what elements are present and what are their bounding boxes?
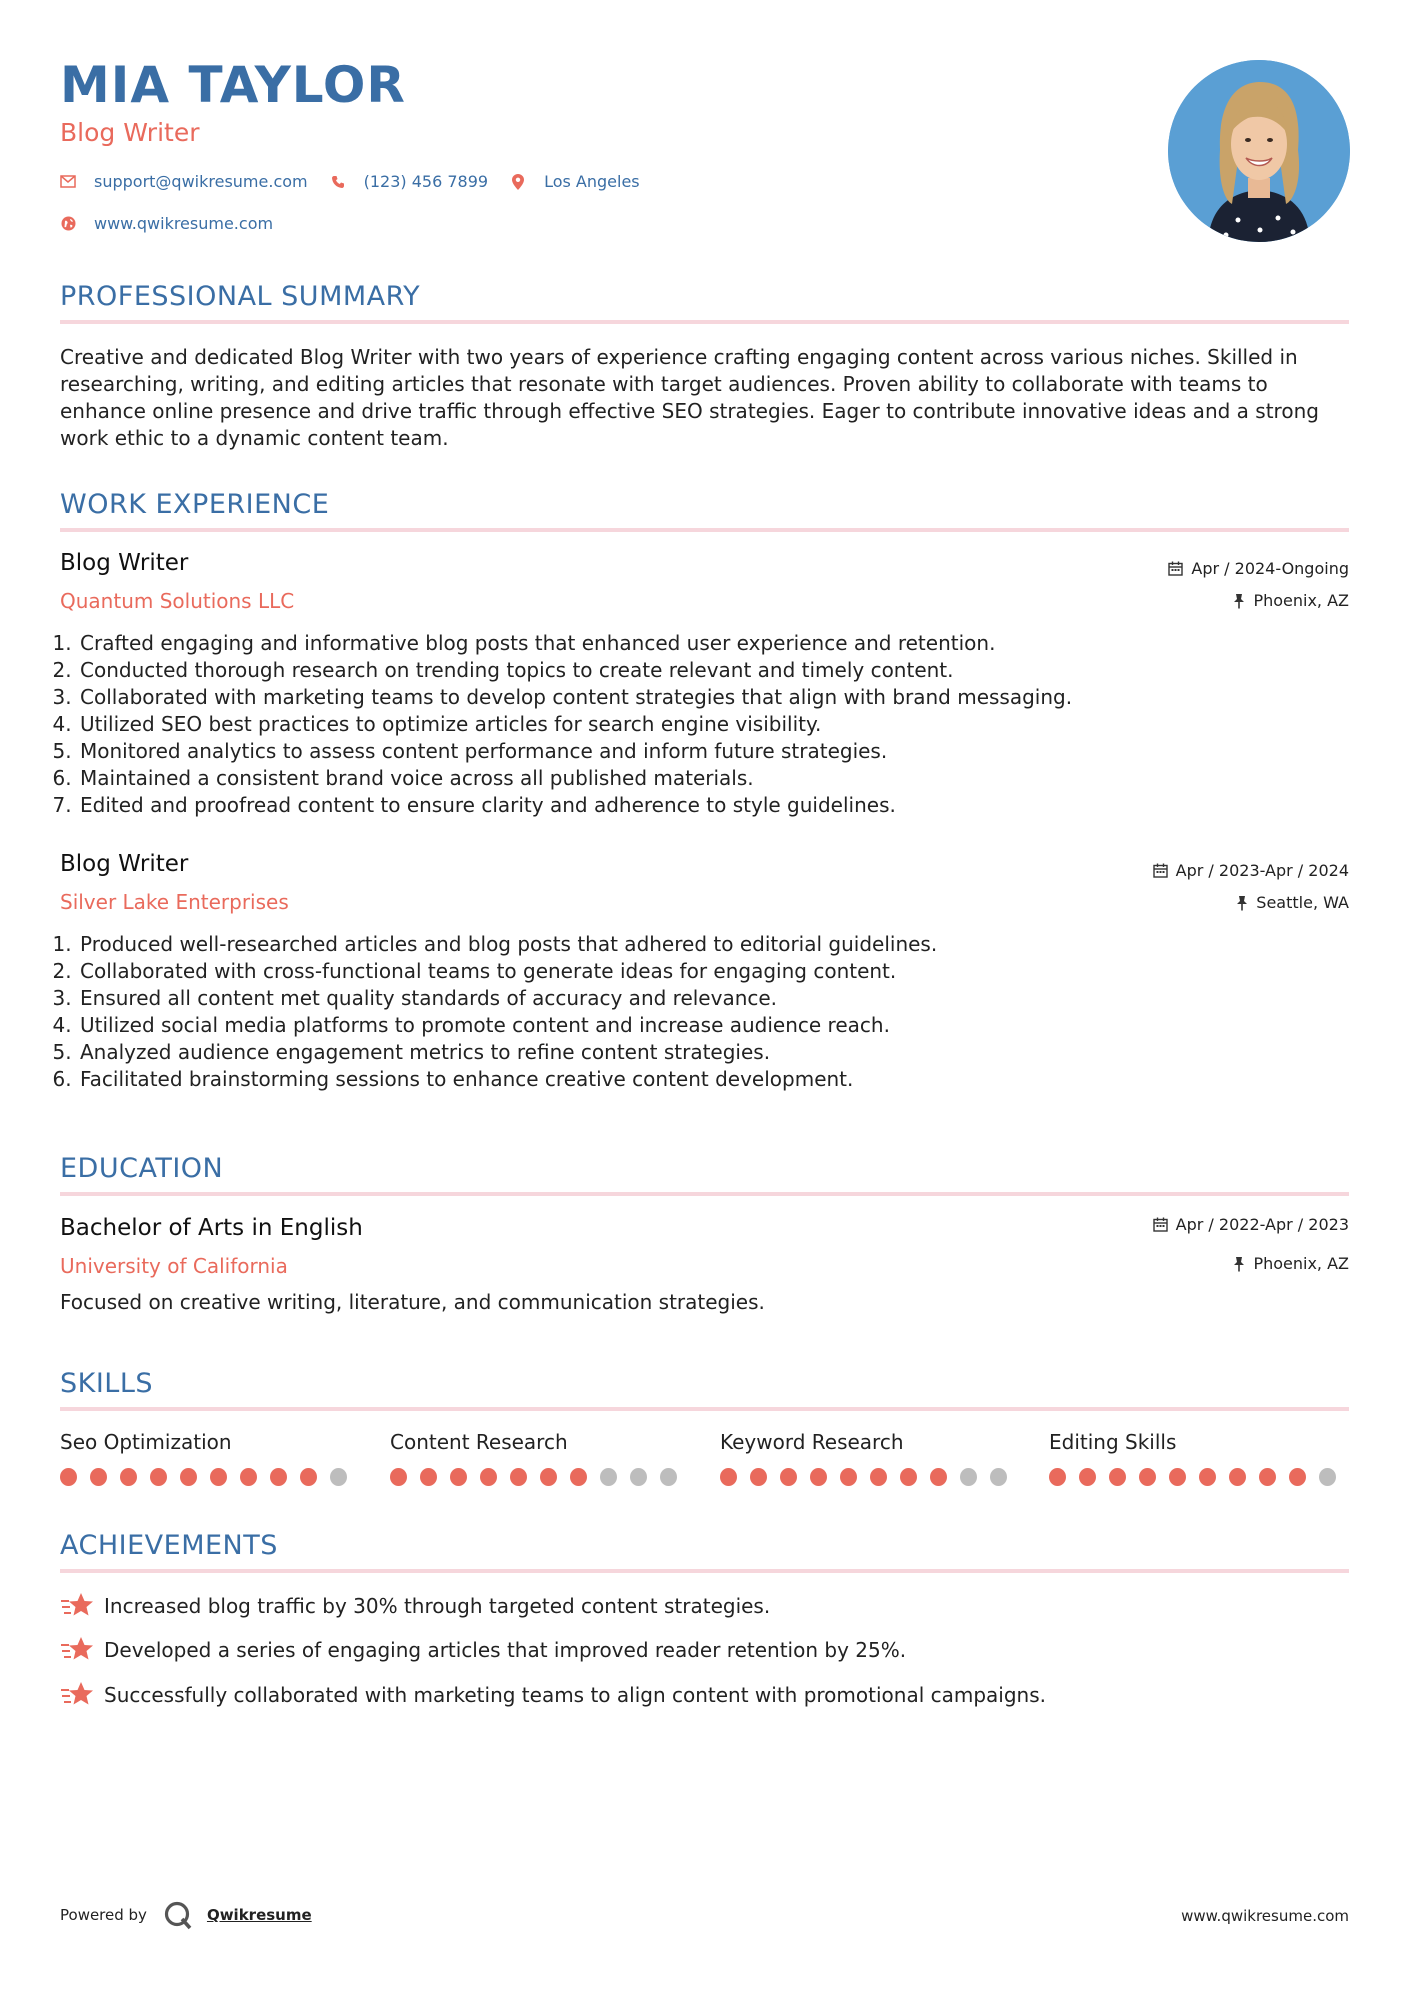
rating-dot-empty: [660, 1468, 677, 1486]
rating-dot-filled: [840, 1468, 857, 1486]
rating-dot-filled: [810, 1468, 827, 1486]
achievement-item: [60, 1591, 770, 1621]
skill-rating: [1049, 1468, 1349, 1486]
job-bullets: [60, 630, 1278, 819]
education-description: Focused on creative writing, literature, and communication strategies.: [60, 1290, 765, 1314]
job-company: Silver Lake Enterprises: [60, 890, 289, 914]
job-location-text: Seattle, WA: [1256, 893, 1349, 912]
skill-name: Editing Skills: [1049, 1430, 1177, 1454]
rating-dot-filled: [480, 1468, 497, 1486]
calendar-icon: [1153, 1217, 1168, 1232]
rating-dot-filled: [1199, 1468, 1216, 1486]
rating-dot-filled: [900, 1468, 917, 1486]
school-name: University of California: [60, 1254, 288, 1278]
footer-website[interactable]: www.qwikresume.com: [1181, 1907, 1349, 1925]
rating-dot-empty: [600, 1468, 617, 1486]
star-icon: [60, 1591, 94, 1621]
rating-dot-empty: [1319, 1468, 1336, 1486]
calendar-icon: [1168, 561, 1183, 576]
list-item: 6. Maintained a consistent brand voice across all published materials.: [78, 765, 1278, 792]
contact-row-primary: [60, 172, 640, 191]
phone-icon: [330, 174, 346, 190]
rating-dot-filled: [90, 1468, 107, 1486]
list-item: 4. Utilized social media platforms to promote content and increase audience reach.: [78, 1012, 1278, 1039]
education-location-text: Phoenix, AZ: [1253, 1254, 1349, 1273]
job-company: Quantum Solutions LLC: [60, 589, 295, 613]
education-dates: [1153, 1215, 1349, 1234]
footer-powered-by: [60, 1900, 312, 1930]
skill-name: Keyword Research: [720, 1430, 904, 1454]
achievement-text: Increased blog traffic by 30% through targeted content strategies.: [104, 1594, 771, 1618]
contact-row-web: [60, 214, 273, 233]
rating-dot-filled: [1229, 1468, 1246, 1486]
skill-name: Content Research: [390, 1430, 568, 1454]
achievement-text: Developed a series of engaging articles that improved reader retention by 25%.: [104, 1638, 907, 1662]
rating-dot-filled: [210, 1468, 227, 1486]
achievements-divider: [60, 1569, 1349, 1573]
experience-divider: [60, 528, 1349, 532]
rating-dot-filled: [870, 1468, 887, 1486]
rating-dot-filled: [60, 1468, 77, 1486]
list-item: 3. Collaborated with marketing teams to develop content strategies that align with brand messaging.: [78, 684, 1278, 711]
phone-number: (123) 456 7899: [363, 172, 489, 191]
skill-item: [720, 1430, 1020, 1486]
rating-dot-filled: [1049, 1468, 1066, 1486]
rating-dot-filled: [120, 1468, 137, 1486]
list-item: 1. Produced well-researched articles and blog posts that adhered to editorial guidelines.: [78, 931, 1278, 958]
candidate-role: Blog Writer: [60, 118, 200, 147]
rating-dot-filled: [270, 1468, 287, 1486]
list-item: 4. Utilized SEO best practices to optimize articles for search engine visibility.: [78, 711, 1278, 738]
job-bullets: [60, 931, 1278, 1093]
summary-divider: [60, 320, 1349, 324]
summary-text: Creative and dedicated Blog Writer with two years of experience crafting engaging content across various niches. Skilled in researching, writing, and editing articles that resonate with target audiences. Proven ability to collaborate with teams to enhance online presence and drive traffic through effective SEO strategies. Eager to contribute innovative ideas and a strong work ethic to a dynamic content team.: [60, 345, 1319, 450]
list-item: 2. Collaborated with cross-functional teams to generate ideas for engaging content.: [78, 958, 1278, 985]
pushpin-icon: [1233, 1256, 1245, 1272]
qwikresume-link[interactable]: Qwikresume: [206, 1906, 312, 1924]
job-dates-text: Apr / 2024-Ongoing: [1191, 559, 1349, 578]
skill-item: [390, 1430, 690, 1486]
calendar-icon: [1153, 863, 1168, 878]
rating-dot-filled: [1289, 1468, 1306, 1486]
rating-dot-filled: [930, 1468, 947, 1486]
job-location: [1236, 893, 1349, 912]
rating-dot-filled: [510, 1468, 527, 1486]
candidate-name: MIA TAYLOR: [60, 56, 406, 114]
rating-dot-empty: [330, 1468, 347, 1486]
list-item: 2. Conducted thorough research on trending topics to create relevant and timely content.: [78, 657, 1278, 684]
experience-heading: WORK EXPERIENCE: [60, 489, 330, 520]
star-icon: [60, 1680, 94, 1710]
website-link[interactable]: www.qwikresume.com: [94, 214, 274, 233]
rating-dot-filled: [1169, 1468, 1186, 1486]
education-divider: [60, 1192, 1349, 1196]
rating-dot-empty: [990, 1468, 1007, 1486]
achievement-text: Successfully collaborated with marketing teams to align content with promotional campaigns.: [104, 1683, 1047, 1707]
rating-dot-filled: [240, 1468, 257, 1486]
skill-name: Seo Optimization: [60, 1430, 232, 1454]
pushpin-icon: [1233, 593, 1245, 609]
rating-dot-empty: [960, 1468, 977, 1486]
job-location: [1233, 591, 1349, 610]
mail-icon: [60, 174, 76, 190]
email-link[interactable]: support@qwikresume.com: [94, 172, 308, 191]
skill-item: [1049, 1430, 1349, 1486]
job-dates: [1153, 861, 1349, 880]
job-title: Blog Writer: [60, 550, 189, 576]
rating-dot-filled: [720, 1468, 737, 1486]
skills-heading: SKILLS: [60, 1368, 154, 1399]
list-item: 3. Ensured all content met quality standards of accuracy and relevance.: [78, 985, 1278, 1012]
rating-dot-filled: [390, 1468, 407, 1486]
rating-dot-empty: [630, 1468, 647, 1486]
rating-dot-filled: [1259, 1468, 1276, 1486]
location-pin-icon: [510, 174, 526, 190]
pushpin-icon: [1236, 895, 1248, 911]
job-title: Blog Writer: [60, 851, 189, 877]
achievement-item: [60, 1635, 906, 1665]
list-item: 6. Facilitated brainstorming sessions to enhance creative content development.: [78, 1066, 1278, 1093]
rating-dot-filled: [1139, 1468, 1156, 1486]
education-dates-text: Apr / 2022-Apr / 2023: [1175, 1215, 1349, 1234]
rating-dot-filled: [1109, 1468, 1126, 1486]
powered-by-label: Powered by: [60, 1906, 147, 1924]
rating-dot-filled: [420, 1468, 437, 1486]
list-item: 5. Monitored analytics to assess content performance and inform future strategies.: [78, 738, 1278, 765]
list-item: 5. Analyzed audience engagement metrics to refine content strategies.: [78, 1039, 1278, 1066]
skills-divider: [60, 1407, 1349, 1411]
education-heading: EDUCATION: [60, 1153, 224, 1184]
list-item: 7. Edited and proofread content to ensure clarity and adherence to style guidelines.: [78, 792, 1278, 819]
skill-rating: [60, 1468, 360, 1486]
list-item: 1. Crafted engaging and informative blog posts that enhanced user experience and retention.: [78, 630, 1278, 657]
job-dates: [1168, 559, 1349, 578]
rating-dot-filled: [1079, 1468, 1096, 1486]
skill-rating: [390, 1468, 690, 1486]
rating-dot-filled: [750, 1468, 767, 1486]
globe-icon: [60, 216, 76, 232]
rating-dot-filled: [570, 1468, 587, 1486]
rating-dot-filled: [300, 1468, 317, 1486]
degree-title: Bachelor of Arts in English: [60, 1215, 363, 1241]
education-location: [1233, 1254, 1349, 1273]
summary-heading: PROFESSIONAL SUMMARY: [60, 281, 421, 312]
rating-dot-filled: [180, 1468, 197, 1486]
skill-item: [60, 1430, 360, 1486]
rating-dot-filled: [540, 1468, 557, 1486]
location-text: Los Angeles: [544, 172, 640, 191]
job-location-text: Phoenix, AZ: [1253, 591, 1349, 610]
skill-rating: [720, 1468, 1020, 1486]
rating-dot-filled: [450, 1468, 467, 1486]
star-icon: [60, 1635, 94, 1665]
qwikresume-logo-icon: [163, 1900, 193, 1930]
rating-dot-filled: [150, 1468, 167, 1486]
job-dates-text: Apr / 2023-Apr / 2024: [1175, 861, 1349, 880]
achievement-item: [60, 1680, 1046, 1710]
profile-photo: [1168, 60, 1350, 242]
achievements-heading: ACHIEVEMENTS: [60, 1530, 278, 1561]
rating-dot-filled: [780, 1468, 797, 1486]
